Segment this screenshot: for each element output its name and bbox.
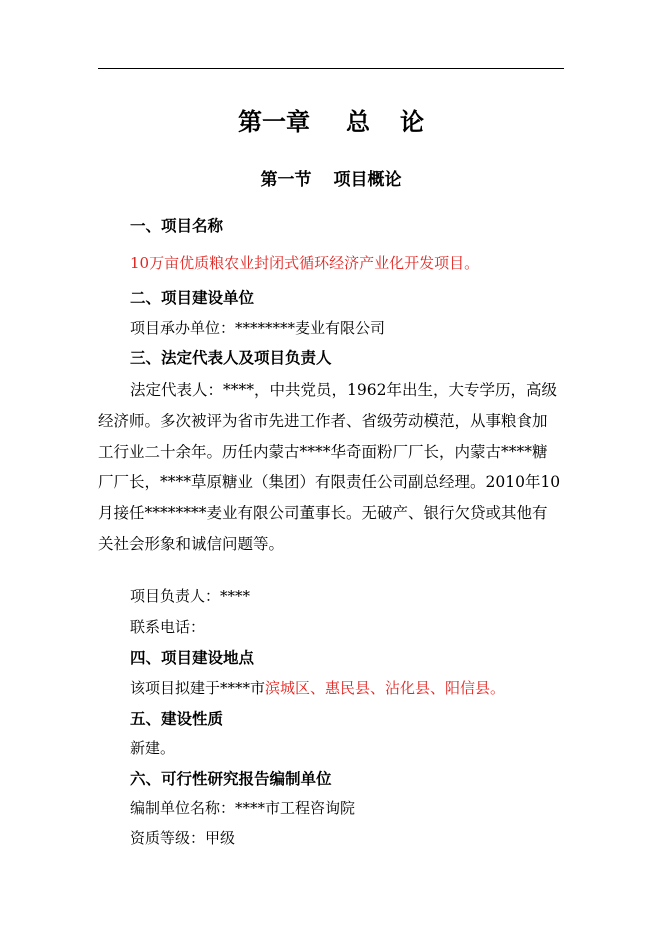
report-unit-name: 编制单位名称：****市工程咨询院 xyxy=(130,799,356,817)
chapter-title xyxy=(0,102,662,137)
heading-construction-nature: 五、建设性质 xyxy=(130,709,224,728)
section-number: 第一节 xyxy=(260,170,312,190)
heading-legal-representative: 三、法定代表人及项目负责人 xyxy=(130,348,332,367)
contact-phone-text: 联系电话： xyxy=(130,618,206,636)
heading-construction-location: 四、项目建设地点 xyxy=(130,648,255,667)
chapter-number: 第一章 xyxy=(238,107,310,136)
chapter-word-1: 总 xyxy=(346,107,370,136)
paragraph-line: 经济师。多次被评为省市先进工作者、省级劳动模范，从事粮食加 xyxy=(98,411,548,430)
qualification-grade: 资质等级：甲级 xyxy=(130,829,236,847)
section-title xyxy=(0,165,662,190)
paragraph-line: 法定代表人：****，中共党员，1962年出生，大专学历，高级 xyxy=(130,381,557,399)
undertaking-unit-text: 项目承办单位：********麦业有限公司 xyxy=(130,319,386,337)
paragraph-line: 月接任********麦业有限公司董事长。无破产、银行欠贷或其他有 xyxy=(98,504,548,523)
chapter-word-2: 论 xyxy=(400,107,424,136)
heading-construction-unit: 二、项目建设单位 xyxy=(130,288,255,307)
section-name: 项目概论 xyxy=(333,170,402,190)
paragraph-line: 关社会形象和诚信问题等。 xyxy=(98,534,285,553)
location-places: 滨城区、惠民县、沾化县、阳信县。 xyxy=(265,679,506,697)
heading-report-unit: 六、可行性研究报告编制单位 xyxy=(130,769,332,788)
paragraph-line: 厂厂长，****草原糖业（集团）有限责任公司副总经理。2010年10 xyxy=(98,473,561,492)
header-rule xyxy=(98,68,564,69)
project-leader-text: 项目负责人：**** xyxy=(130,587,251,605)
legal-representative-paragraph xyxy=(98,375,568,560)
paragraph-line: 工行业二十余年。历任内蒙古****华奇面粉厂厂长，内蒙古****糖 xyxy=(98,442,548,461)
location-text xyxy=(130,677,505,698)
heading-project-name: 一、项目名称 xyxy=(130,216,224,235)
project-name-text: 10万亩优质粮农业封闭式循环经济产业化开发项目。 xyxy=(130,254,480,272)
location-prefix: 该项目拟建于****市 xyxy=(130,679,266,697)
nature-text: 新建。 xyxy=(130,739,176,757)
